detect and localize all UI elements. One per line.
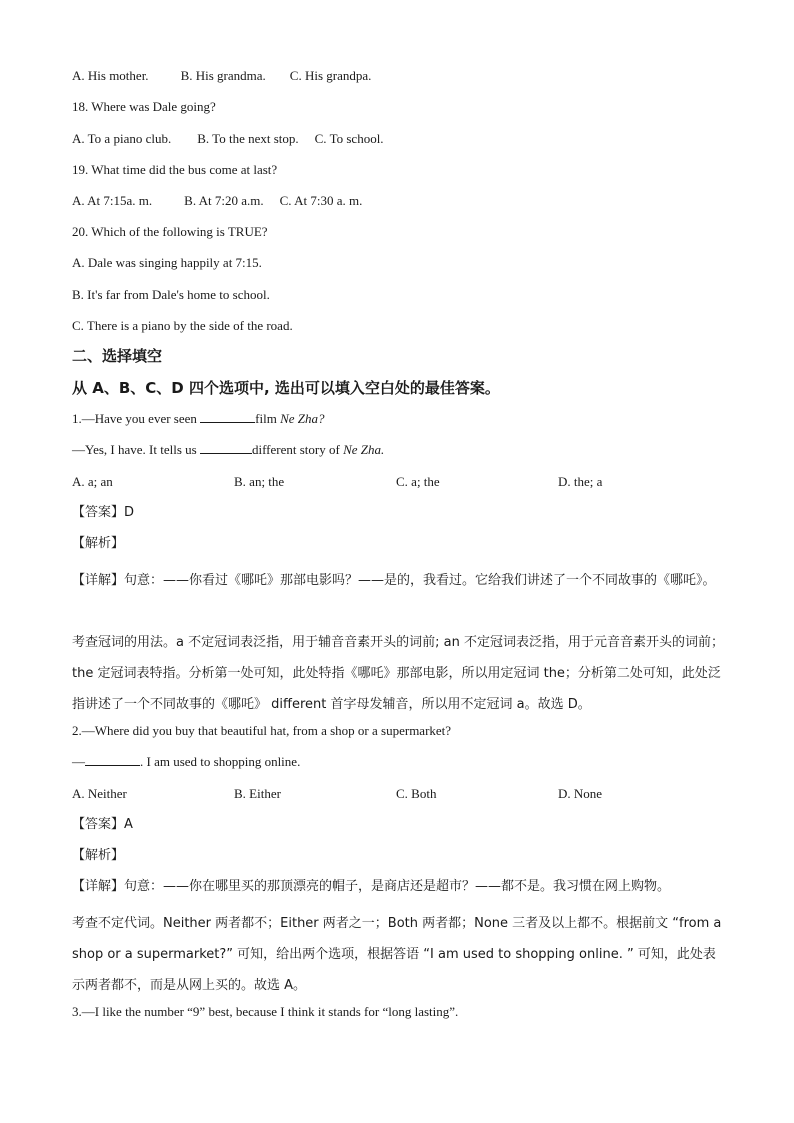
c2-options [72,784,720,804]
c3-stem: 3.—I like the number “9” best, because I think it stands for “long lasting”. [72,1004,459,1019]
c2-option-a: A. Neither [72,786,127,801]
answer-blank [85,753,140,766]
c2-option-b: B. Either [234,786,281,801]
q17-option-b: B. His grandma. [180,68,266,83]
c1-option-d: D. the; a [558,474,603,489]
q20-option-a: A. Dale was singing happily at 7:15. [72,255,262,270]
q18-option-b: B. To the next stop. [197,131,299,146]
section-title: 二、选择填空 [72,347,163,365]
c2-option-c: C. Both [396,786,437,801]
q20-stem: 20. Which of the following is TRUE? [72,224,268,239]
q17-options [72,66,371,86]
c1-option-c: C. a; the [396,474,440,489]
c1-option-a: A. a; an [72,474,113,489]
c1-detail-translation: 【详解】句意：——你看过《哪吒》那部电影吗？——是的，我看过。它给我们讲述了一个不同故事的《哪吒》。 [72,573,716,588]
c2-detail-translation: 【详解】句意：——你在哪里买的那顶漂亮的帽子，是商店还是超市？——都不是。我习惯在网上购物。 [72,879,671,894]
q18-option-c: C. To school. [314,131,384,146]
c1-option-b: B. an; the [234,474,285,489]
c2-stem: 2.—Where did you buy that beautiful hat, from a shop or a supermarket? [72,723,452,738]
q17-option-a: A. His mother. [72,68,149,83]
q19-option-c: C. At 7:30 a. m. [279,193,363,208]
c1-answer: 【答案】D [72,505,135,520]
c2-answer: 【答案】A [72,817,133,832]
c1-stem: 1.—Have you ever seen film Ne Zha? [72,411,325,426]
c2-reply: — . I am used to shopping online. [72,754,301,769]
answer-blank [200,441,252,454]
q19-stem: 19. What time did the bus come at last? [72,162,278,177]
q20-option-b: B. It's far from Dale's home to school. [72,287,270,302]
q20-option-c: C. There is a piano by the side of the road. [72,318,293,333]
q19-options [72,191,362,211]
c2-analysis-tag: 【解析】 [72,848,125,863]
section-instruction: 从 A、B、C、D 四个选项中, 选出可以填入空白处的最佳答案。 [72,379,500,397]
c2-detail-explanation: 考查不定代词。Neither 两者都不；Either 两者之一；Both 两者都；None 三者及以上都不。根据前文 “from a shop or a supermarket?” 可知，给出两个选项，根据答语 “I am used to shopping online. ” 可知，此处表示两者都不，而是从网上买的。故选 A。 [72,916,722,993]
q17-option-c: C. His grandpa. [289,68,372,83]
c1-reply: —Yes, I have. It tells us different story of Ne Zha. [72,442,385,457]
c1-options [72,472,720,492]
q18-options [72,129,384,149]
q19-option-a: A. At 7:15a. m. [72,193,153,208]
c2-option-d: D. None [558,786,603,801]
answer-blank [200,410,255,423]
q18-option-a: A. To a piano club. [72,131,172,146]
c1-analysis-tag: 【解析】 [72,536,125,551]
c1-detail-explanation: 考查冠词的用法。a 不定冠词表泛指，用于辅音音素开头的词前; an 不定冠词表泛指，用于元音音素开头的词前；the 定冠词表特指。分析第一处可知，此处特指《哪吒》那部电影，所以用定冠词 the；分析第二处可知，此处泛指讲述了一个不同故事的《哪吒》 different 首字母发辅音，所以用不定冠词 a。故选 D。 [72,635,724,712]
q19-option-b: B. At 7:20 a.m. [184,193,264,208]
q18-stem: 18. Where was Dale going? [72,99,216,114]
